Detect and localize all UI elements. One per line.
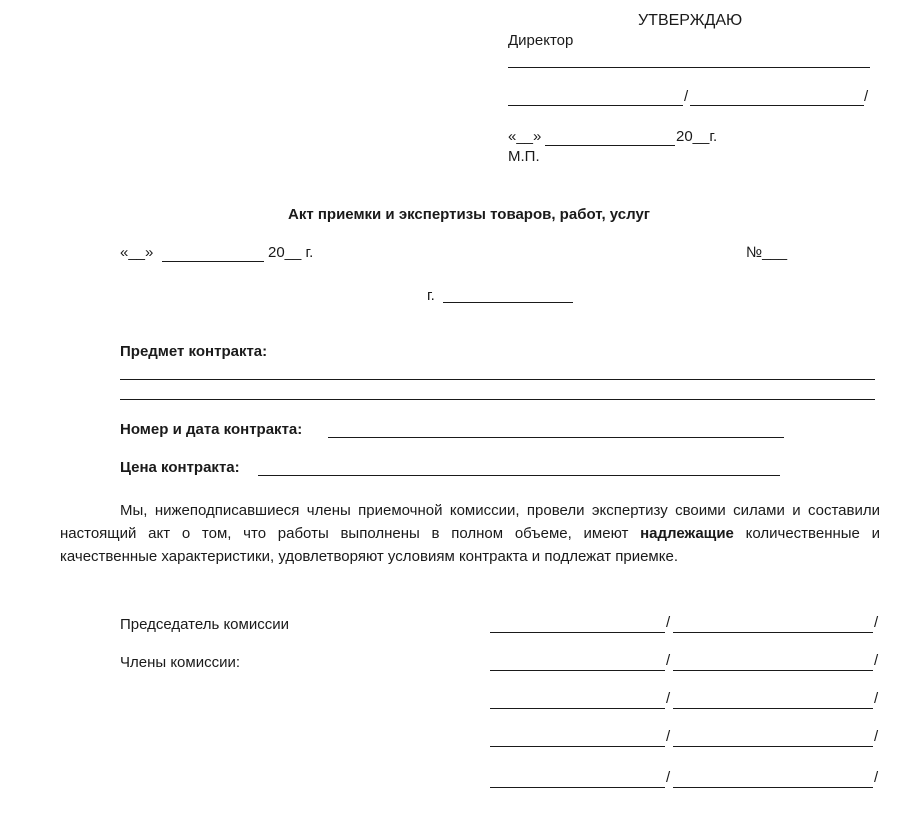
director-signature-line bbox=[508, 67, 870, 68]
signature-slash: / bbox=[864, 88, 869, 105]
signature-slash: / bbox=[874, 652, 879, 669]
act-body-paragraph bbox=[60, 499, 880, 568]
document-title: Акт приемки и экспертизы товаров, работ, услуг bbox=[288, 206, 651, 223]
contract-subject-line-2 bbox=[120, 399, 875, 400]
signature-slash: / bbox=[874, 728, 879, 745]
chairman-label: Председатель комиссии bbox=[120, 616, 289, 633]
act-number: №___ bbox=[746, 244, 788, 261]
members-label: Члены комиссии: bbox=[120, 654, 241, 671]
signature-slash: / bbox=[666, 728, 671, 745]
name-line bbox=[673, 746, 873, 747]
city-line bbox=[443, 302, 573, 303]
signature-line bbox=[490, 746, 665, 747]
contract-price-label: Цена контракта: bbox=[120, 459, 240, 476]
contract-subject-label: Предмет контракта: bbox=[120, 343, 268, 360]
stamp-label: М.П. bbox=[508, 148, 540, 165]
director-signature-line-left bbox=[508, 105, 683, 106]
contract-price-line bbox=[258, 475, 780, 476]
signature-slash: / bbox=[666, 769, 671, 786]
approval-date-month-line bbox=[545, 145, 675, 146]
approval-heading: УТВЕРЖДАЮ bbox=[638, 12, 743, 29]
body-text-end: количественные и качественные характеристики, удовлетворяют условиям контракта и подлежат приемке. bbox=[60, 525, 881, 565]
name-line bbox=[673, 787, 873, 788]
contract-subject-line-1 bbox=[120, 379, 875, 380]
director-name-line bbox=[690, 105, 864, 106]
signature-slash: / bbox=[874, 614, 879, 631]
signature-slash: / bbox=[684, 88, 689, 105]
signature-line bbox=[490, 787, 665, 788]
approval-position: Директор bbox=[508, 32, 574, 49]
body-text-start: Мы, нижеподписавшиеся члены приемочной комиссии, провели экспертизу своими силами и составили настоящий акт о том, что работы выполнены в полном объеме, имеют bbox=[60, 502, 880, 542]
city-label: г. bbox=[427, 287, 435, 304]
name-line bbox=[673, 708, 873, 709]
approval-date-year: 20__г. bbox=[676, 128, 718, 145]
signature-line bbox=[490, 708, 665, 709]
signature-slash: / bbox=[666, 614, 671, 631]
name-line bbox=[673, 670, 873, 671]
act-date-year: 20__ г. bbox=[268, 244, 314, 261]
act-date-day: «__» bbox=[120, 244, 154, 261]
signature-slash: / bbox=[666, 690, 671, 707]
signature-slash: / bbox=[666, 652, 671, 669]
signature-line bbox=[490, 670, 665, 671]
signature-line bbox=[490, 632, 665, 633]
act-date-month-line bbox=[162, 261, 264, 262]
approval-date-day: «__» bbox=[508, 128, 542, 145]
signature-slash: / bbox=[874, 690, 879, 707]
name-line bbox=[673, 632, 873, 633]
contract-number-date-label: Номер и дата контракта: bbox=[120, 421, 303, 438]
body-bold-word: надлежащие bbox=[640, 525, 734, 542]
contract-number-date-line bbox=[328, 437, 784, 438]
signature-slash: / bbox=[874, 769, 879, 786]
